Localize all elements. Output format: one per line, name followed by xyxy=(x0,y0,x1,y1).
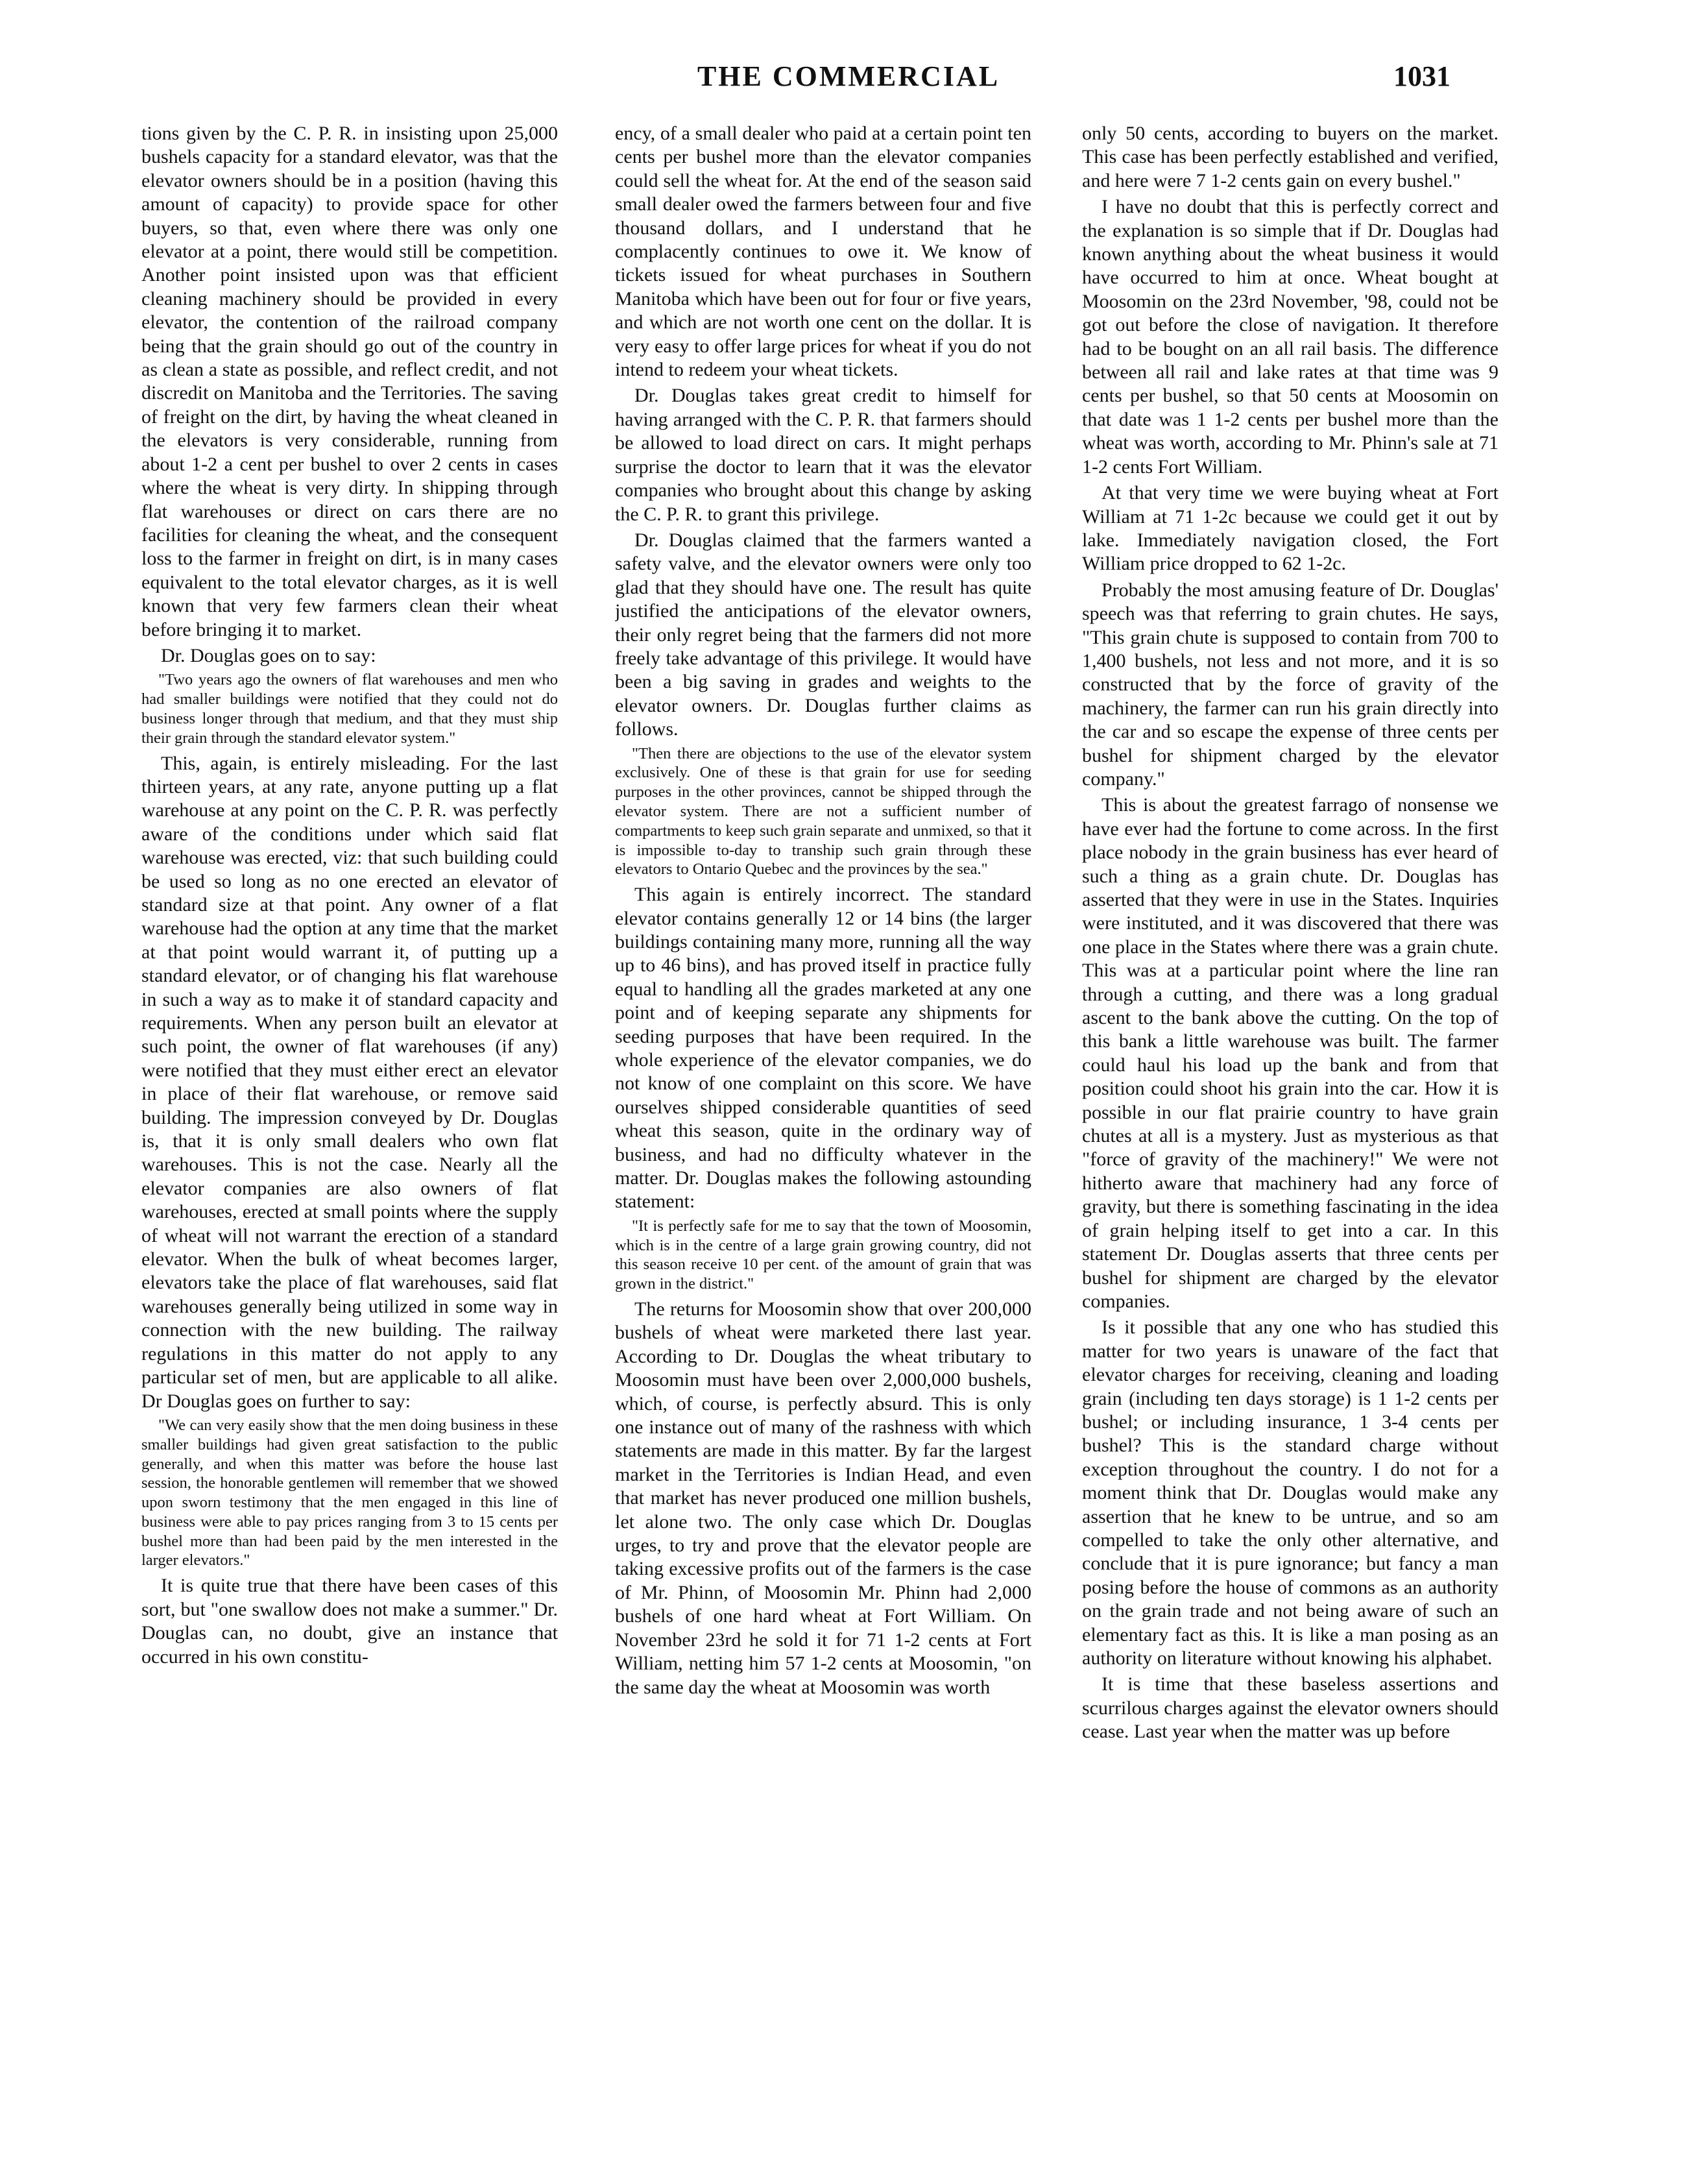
text-column-1 xyxy=(141,122,558,2146)
text-column-3 xyxy=(1082,122,1498,2146)
quoted-passage: "We can very easily show that the men doing business in these smaller buildings had given great satisfaction to the public generally, and when this matter was before the house last session, the honorable gentlemen will remember that we showed upon sworn testimony that the men engaged in this line of business were able to pay prices ranging from 3 to 15 cents per bushel more than had been paid by the men interested in the larger elevators." xyxy=(141,1416,558,1570)
body-paragraph: It is time that these baseless assertions and scurrilous charges against the elevator owners should cease. Last year when the matter was up before xyxy=(1082,1673,1498,1743)
body-paragraph: Dr. Douglas claimed that the farmers wanted a safety valve, and the elevator owners were only too glad that they should have one. The result has quite justified the anticipations of the elevator owners, their only regret being that the farmers did not more freely take advantage of this privilege. It would have been a big saving in grades and weights to the elevator owners. Dr. Douglas further claims as follows. xyxy=(615,529,1031,740)
body-paragraph: ency, of a small dealer who paid at a certain point ten cents per bushel more than the elevator companies could sell the wheat for. At the end of the season said small dealer owed the farmers between four and five thousand dollars, and I understand that he complacently continues to owe it. We know of tickets issued for wheat purchases in Southern Manitoba which have been out for four or five years, and which are not worth one cent on the dollar. It is very easy to offer large prices for wheat if you do not intend to redeem your wheat tickets. xyxy=(615,123,1031,381)
body-paragraph: only 50 cents, according to buyers on the market. This case has been perfectly established and verified, and here were 7 1-2 cents gain on every bushel." xyxy=(1082,123,1498,191)
body-paragraph: This again is entirely incorrect. The standard elevator contains generally 12 or 14 bins (the larger buildings containing many more, running all the way up to 46 bins), and has proved itself in practice fully equal to handling all the grades marketed at any one point and of keeping separate any shipments for seeding purposes that have been required. In the whole experience of the elevator companies, we do not know of one complaint on this score. We have ourselves shipped considerable quantities of seed wheat this season, quite in the ordinary way of business, and had no difficulty whatever in the matter. Dr. Douglas makes the following astounding statement: xyxy=(615,884,1031,1213)
body-paragraph: At that very time we were buying wheat at Fort William at 71 1-2c because we could get it out by lake. Immediately navigation closed, the Fort William price dropped to 62 1-2c. xyxy=(1082,482,1498,575)
body-paragraph: It is quite true that there have been cases of this sort, but "one swallow does not make a summer." Dr. Douglas can, no doubt, give an instance that occurred in his own constitu- xyxy=(141,1575,558,1668)
quoted-passage: "Two years ago the owners of flat warehouses and men who had smaller buildings were notified that they could not do business longer through that medium, and that they must ship their grain through the standard elevator system." xyxy=(141,671,558,747)
quoted-passage: "It is perfectly safe for me to say that the town of Moosomin, which is in the centre of a large grain growing country, did not this season receive 10 per cent. of the amount of grain that was grown in the district." xyxy=(615,1217,1031,1293)
body-paragraph: I have no doubt that this is perfectly correct and the explanation is so simple that if Dr. Douglas had known anything about the wheat business it would have occurred to him at once. Wheat bought at Moosomin on the 23rd November, '98, could not be got out before the close of navigation. It therefore had to be bought on an all rail basis. The difference between all rail and lake rates at that time was 9 cents per bushel, so that 50 cents at Moosomin on that date was 1 1-2 cents per bushel more than the wheat was worth, according to Mr. Phinn's sale at 71 1-2 cents Fort William. xyxy=(1082,196,1498,478)
body-paragraph: Dr. Douglas takes great credit to himself for having arranged with the C. P. R. that farmers should be allowed to load direct on cars. It might perhaps surprise the doctor to learn that it was the elevator companies who brought about this change by asking the C. P. R. to grant this privilege. xyxy=(615,385,1031,525)
body-paragraph: This, again, is entirely misleading. For the last thirteen years, at any rate, anyone putting up a flat warehouse at any point on the C. P. R. was perfectly aware of the conditions under which said flat warehouse was erected, viz: that such building could be used so long as no one erected an elevator of standard size at that point. Any owner of a flat warehouse had the option at any time that the market at that point would warrant it, of putting up a standard elevator, or of changing his flat warehouse in such a way as to make it of standard capacity and requirements. When any person built an elevator at such point, the owner of flat warehouses (if any) were notified that they must either erect an elevator in place of their flat warehouse, or remove said building. The impression conveyed by Dr. Douglas is, that it is only small dealers who own flat warehouses. This is not the case. Nearly all the elevator companies are also owners of flat warehouses, erected at small points where the supply of wheat will not warrant the erection of a standard elevator. When the bulk of wheat becomes larger, elevators take the place of flat warehouses, said flat warehouses generally being utilized in some way in connection with the new building. The railway regulations in this matter do not apply to any particular set of men, but are applicable to all alike. Dr Douglas goes on further to say: xyxy=(141,752,558,1412)
body-paragraph: The returns for Moosomin show that over 200,000 bushels of wheat were marketed there last year. According to Dr. Douglas the wheat tributary to Moosomin must have been over 2,000,000 bushels, which, of course, is perfectly absurd. This is only one instance out of many of the rashness with which statements are made in this matter. By far the largest market in the Territories is Indian Head, and even that market has never produced one million bushels, let alone two. The only case which Dr. Douglas urges, to try and prove that the elevator people are taking excessive profits out of the farmers is the case of Mr. Phinn, of Moosomin Mr. Phinn had 2,000 bushels of one hard wheat at Fort William. On November 23rd he sold it for 71 1-2 cents at Fort William, netting him 57 1-2 cents at Moosomin, "on the same day the wheat at Moosomin was worth xyxy=(615,1298,1031,1698)
body-paragraph: tions given by the C. P. R. in insisting upon 25,000 bushels capacity for a standard elevator, was that the elevator owners should be in a position (having this amount of capacity) to provide space for other buyers, so that, even where there was only one elevator at a point, there would still be competition. Another point insisted upon was that efficient cleaning machinery should be provided in every elevator, the contention of the railroad company being that the grain should go out of the country in as clean a state as possible, and reflect credit, and not discredit on Manitoba and the Territories. The saving of freight on the dirt, by having the wheat cleaned in the elevators is very considerable, running from about 1-2 a cent per bushel to over 2 cents in cases where the wheat is very dirty. In shipping through flat warehouses or direct on cars there are no facilities for cleaning the wheat, and the consequent loss to the farmer in freight on dirt, is in many cases equivalent to the total elevator charges, as it is well known that very few farmers clean their wheat before bringing it to market. xyxy=(141,123,558,640)
body-paragraph: Dr. Douglas goes on to say: xyxy=(161,644,376,666)
body-paragraph: Probably the most amusing feature of Dr. Douglas' speech was that referring to grain chutes. He says, "This grain chute is supposed to contain from 700 to 1,400 bushels, not less and not more, and it is so constructed that by the force of gravity of the machinery, the farmer can run his grain directly into the car and so escape the expense of three cents per bushel for shipment charged by the elevator company." xyxy=(1082,579,1498,790)
page-number: 1031 xyxy=(1393,60,1450,92)
body-paragraph: This is about the greatest farrago of nonsense we have ever had the fortune to come across. In the first place nobody in the grain business has ever heard of such a thing as a grain chute. Dr. Douglas has asserted that they were in use in the States. Inquiries were instituted, and it was discovered that there was one place in the States where there was a grain chute. This was at a particular point where the line ran through a cutting, and there was a long gradual ascent to the bank above the cutting. On the top of this bank a little warehouse was built. The farmer could haul his load up the bank and from that position could shoot his grain into the car. How it is possible in our flat prairie country to have grain chutes at all is a mystery. Just as mysterious as that "force of gravity of the machinery!" We were not hitherto aware that machinery had any force of gravity, but there is something fascinating in the idea of grain helping itself to get into a car. In this statement Dr. Douglas asserts that three cents per bushel for shipment are charged by the elevator companies. xyxy=(1082,794,1498,1312)
body-paragraph: Is it possible that any one who has studied this matter for two years is unaware of the fact that elevator charges for receiving, cleaning and loading grain (including ten days storage) is 1 1-2 cents per bushel; or including insurance, 1 3-4 cents per bushel? This is the standard charge without exception throughout the country. I do not for a moment think that Dr. Douglas would make any assertion that he knew to be untrue, and so am compelled to take the only other alternative, and conclude that it is pure ignorance; but fancy a man posing before the house of commons as an authority on the grain trade and not being aware of such an elementary fact as this. It is like a man posing as an authority on literature without knowing his alphabet. xyxy=(1082,1316,1498,1669)
quoted-passage: "Then there are objections to the use of the elevator system exclusively. One of these is that grain for use for seeding purposes in the other provinces, cannot be shipped through the elevator system. There are not a sufficient number of compartments to keep such grain separate and unmixed, so that it is impossible to-day to tranship such grain through these elevators to Ontario Quebec and the provinces by the sea." xyxy=(615,744,1031,879)
running-title: THE COMMERCIAL xyxy=(697,60,1000,92)
text-column-2 xyxy=(615,122,1031,2146)
